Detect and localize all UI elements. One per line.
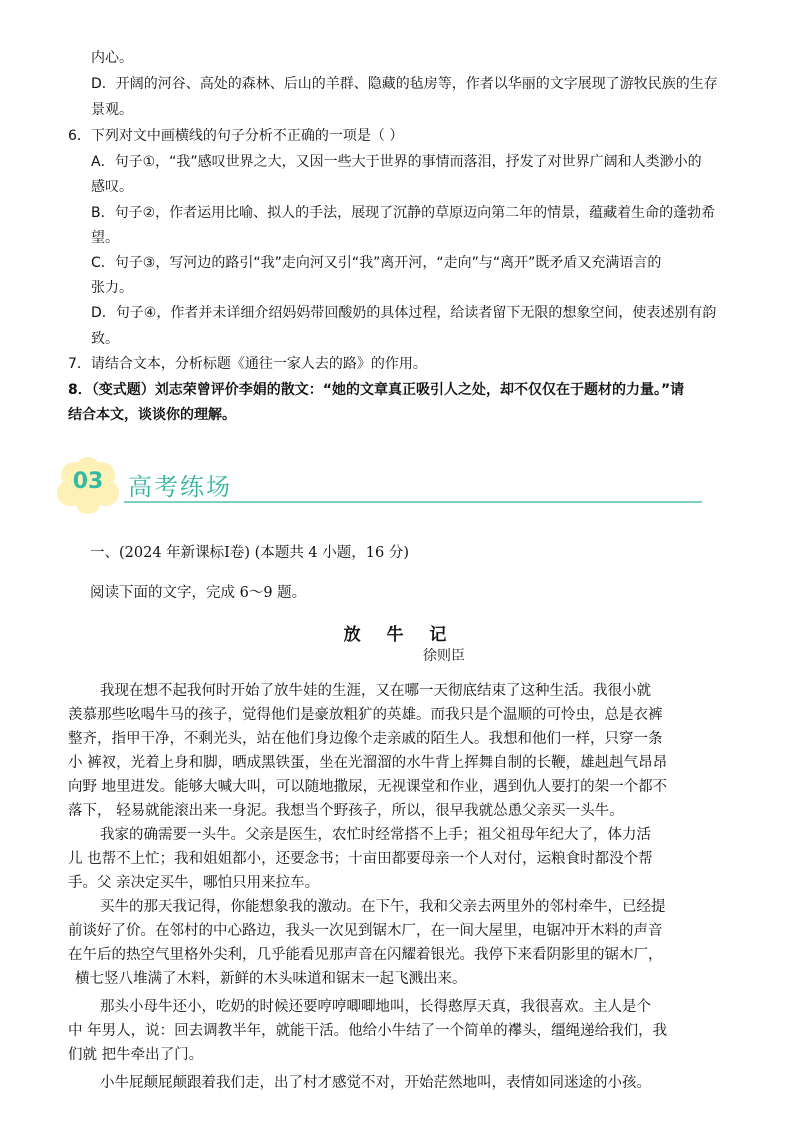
article-line: 那头小母牛还小，吃奶的时候还要哼哼唧唧地叫，长得憨厚天真，我很喜欢。主人是个 xyxy=(100,999,651,1015)
q7-stem: 7．请结合文本，分析标题《通往一家人去的路》的作用。 xyxy=(68,356,427,372)
section-header xyxy=(52,455,702,515)
article-line: 在午后的热空气里格外尖利，几乎能看见那声音在闪耀着银光。我停下来看阴影里的锯木厂， xyxy=(68,947,663,963)
q6-option-b-line1: B．句子②，作者运用比喻、拟人的手法，展现了沉静的草原迈向第二年的情景，蕴藏着生命的蓬勃希 xyxy=(91,205,716,221)
q6-option-a-line2: 感叹。 xyxy=(91,179,133,195)
q6-option-d-line1: D．句子④，作者并未详细介绍妈妈带回酸奶的具体过程，给读者留下无限的想象空间，使表述别有韵 xyxy=(91,305,717,321)
article-line: 手。父 亲决定买牛，哪怕只用来拉车。 xyxy=(68,875,320,891)
article-line: 羡慕那些吆喝牛马的孩子，觉得他们是豪放粗犷的英雄。而我只是个温顺的可怜虫，总是衣裤 xyxy=(68,707,663,723)
q6-option-d-line2: 致。 xyxy=(91,331,119,347)
q5-option-d-line2: 景观。 xyxy=(91,102,133,118)
article-line: 买牛的那天我记得，你能想象我的激动。在下午，我和父亲去两里外的邻村牵牛，已经提 xyxy=(100,899,666,915)
section-number: 03 xyxy=(72,469,104,494)
article-line: 我现在想不起我何时开始了放牛娃的生涯，又在哪一天彻底结束了这种生活。我很小就 xyxy=(100,683,651,699)
q6-option-b-line2: 望。 xyxy=(91,230,119,246)
article-line: 横七竖八堆满了木料，新鲜的木头味道和锯末一起飞溅出来。 xyxy=(75,971,467,987)
q6-stem: 6．下列对文中画横线的句子分析不正确的一项是（ ） xyxy=(68,128,404,144)
exam-instruction: 阅读下面的文字，完成 6～9 题。 xyxy=(90,585,307,601)
article-title: 放 牛 记 xyxy=(343,625,457,645)
article-line: 儿 也帮不上忙；我和姐姐都小，还要念书；十亩田都要母亲一个人对付，运粮食时都没个帮 xyxy=(68,851,653,867)
q6-option-c-line2: 张力。 xyxy=(91,280,133,296)
q8-stem-line2: 结合本文，谈谈你的理解。 xyxy=(68,407,236,423)
q6-option-a-line1: A．句子①，“我”感叹世界之大，又因一些大于世界的事情而落泪，抒发了对世界广阔和人类渺小的 xyxy=(91,154,702,170)
article-line: 向野 地里进发。能够大喊大叫，可以随地撒尿，无视课堂和作业，遇到仇人要打的架一个都不 xyxy=(68,779,668,795)
q5-option-d-line1: D．开阔的河谷、高处的森林、后山的羊群、隐藏的毡房等，作者以华丽的文字展现了游牧民族的生存 xyxy=(91,76,718,92)
section-title: 高考练场 xyxy=(128,473,232,501)
article-line: 小牛屁颠屁颠跟着我们走，出了村才感觉不对，开始茫然地叫，表情如同迷途的小孩。 xyxy=(100,1075,651,1091)
article-line: 落下， 轻易就能滚出来一身泥。我想当个野孩子，所以，很早我就怂恿父亲买一头牛。 xyxy=(68,803,624,819)
article-line: 们就 把牛牵出了门。 xyxy=(68,1047,204,1063)
article-line: 整齐，指甲干净，不剩光头，站在他们身边像个走亲戚的陌生人。我想和他们一样，只穿一条 xyxy=(68,731,663,747)
article-line: 小 裤衩，光着上身和脚，晒成黑铁蛋，坐在光溜溜的水牛背上挥舞自制的长鞭，雄赳赳气昂昂 xyxy=(68,755,668,771)
article-line: 中 年男人，说：回去调教半年，就能干活。他给小牛结了一个简单的襻头，缰绳递给我们，我 xyxy=(68,1023,668,1039)
article-author: 徐则臣 xyxy=(423,648,465,664)
exam-header: 一、(2024 年新课标Ⅰ卷) (本题共 4 小题，16 分) xyxy=(90,545,409,561)
q6-option-c-line1: C．句子③，写河边的路引“我”走向河又引“我”离开河，“走向”与“离开”既矛盾又充满语言的 xyxy=(91,255,662,271)
section-divider xyxy=(124,501,702,503)
top-fragment: 内心。 xyxy=(91,50,133,66)
article-line: 我家的确需要一头牛。父亲是医生，农忙时经常搭不上手；祖父祖母年纪大了，体力活 xyxy=(100,827,651,843)
article-line: 前谈好了价。在邻村的中心路边，我头一次见到锯木厂，在一间大屋里，电锯冲开木料的声音 xyxy=(68,923,663,939)
q8-stem-line1: 8．（变式题）刘志荣曾评价李娟的散文：“她的文章真正吸引人之处，却不仅仅在于题材的力量。”请 xyxy=(68,382,685,398)
